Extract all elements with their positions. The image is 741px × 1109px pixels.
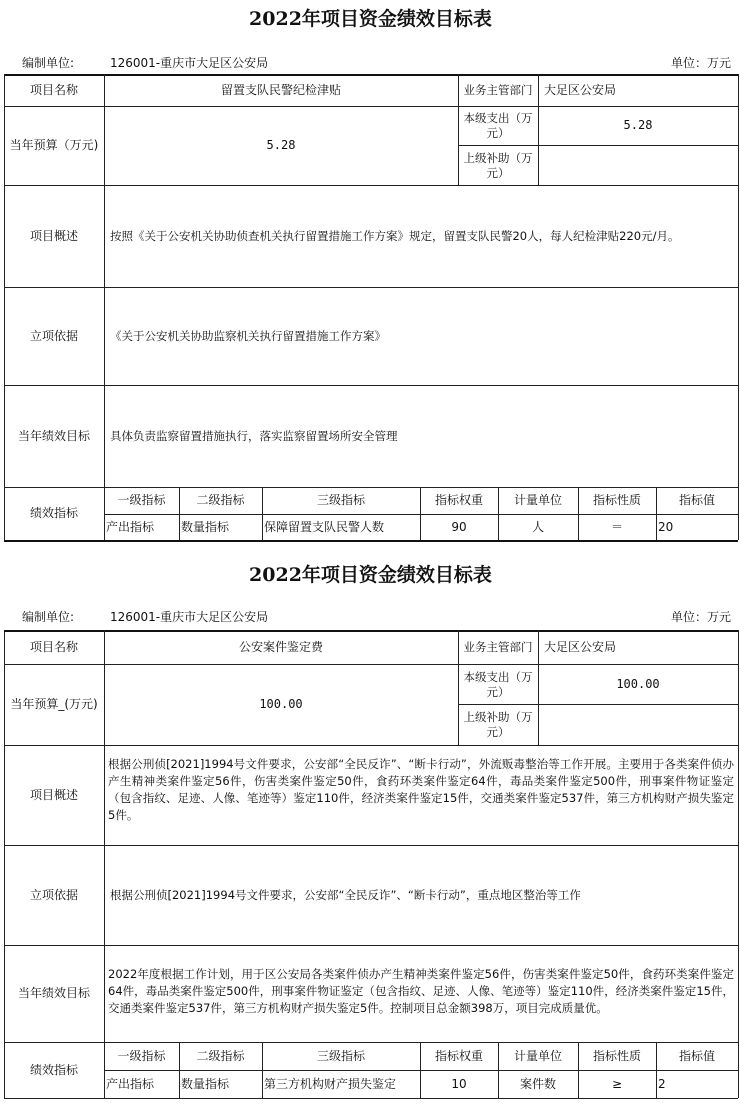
label-basis: 立项依据 xyxy=(29,887,78,902)
indicator-header: 三级指标 xyxy=(316,1048,365,1063)
value-overview: 按照《关于公安机关协助侦查机关执行留置措施工作方案》规定，留置支队民警20人，每人纪检津贴220元/月。 xyxy=(110,229,680,244)
indicator-cell: 数量指标 xyxy=(181,1076,230,1091)
money-unit: 单位：万元 xyxy=(670,610,731,624)
value-project-name: 留置支队民警纪检津贴 xyxy=(220,82,341,97)
indicator-cell: ≥ xyxy=(611,1076,623,1091)
value-overview: 根据公刑侦[2021]1994号文件要求，公安部“全民反诈”、“断卡行动”，外流贩毒整治等工作开展。主要用于各类案件侦办产生精神类案件鉴定56件，伤害类案件鉴定50件，食药环类案件鉴定64件，毒品类案件鉴定500件，刑事案件物证鉴定（包含指纹、足迹、人像、笔迹等）鉴定110件，经济类案件鉴定15件，交通类案件鉴定537件，第三方机构财产损失鉴定5件。 xyxy=(108,757,734,822)
label-budget: 当年预算（万元) xyxy=(9,138,99,153)
org-unit-label: 编制单位: xyxy=(22,610,75,624)
indicator-header: 指标值 xyxy=(678,1048,715,1063)
value-project-name: 公安案件鉴定费 xyxy=(238,639,323,654)
indicator-cell: 10 xyxy=(451,1076,467,1091)
label-indicators: 绩效指标 xyxy=(29,506,78,521)
value-supervisor: 大足区公安局 xyxy=(544,82,617,97)
org-unit-value: 126001-重庆市大足区公安局 xyxy=(110,610,269,624)
indicator-cell: 90 xyxy=(451,519,467,534)
value-local-expense: 100.00 xyxy=(616,676,660,691)
label-overview: 项目概述 xyxy=(29,787,78,802)
label-overview: 项目概述 xyxy=(29,228,78,243)
form-title: 2022年项目资金绩效目标表 xyxy=(249,564,492,586)
indicator-header: 指标值 xyxy=(678,493,715,508)
indicator-header: 三级指标 xyxy=(316,493,365,508)
indicator-header: 指标权重 xyxy=(434,493,483,508)
value-superior-subsidy xyxy=(538,705,738,745)
indicator-header: 指标性质 xyxy=(592,1048,641,1063)
value-basis: 根据公刑侦[2021]1994号文件要求，公安部“全民反诈”、“断卡行动”，重点地区整治等工作 xyxy=(110,888,581,903)
indicator-cell: 保障留置支队民警人数 xyxy=(264,519,385,534)
indicator-header: 计量单位 xyxy=(513,493,562,508)
value-superior-subsidy xyxy=(538,146,738,185)
indicator-cell: 产出指标 xyxy=(106,519,155,534)
label-supervisor: 业务主管部门 xyxy=(463,640,533,655)
label-superior-subsidy: 上级补助（万元） xyxy=(463,150,533,180)
indicator-cell: 案件数 xyxy=(519,1076,556,1091)
indicator-header: 一级指标 xyxy=(117,493,166,508)
indicator-cell: 第三方机构财产损失鉴定 xyxy=(264,1076,397,1091)
org-unit-value: 126001-重庆市大足区公安局 xyxy=(110,56,269,70)
label-basis: 立项依据 xyxy=(29,328,78,343)
indicator-header: 指标性质 xyxy=(592,493,641,508)
indicator-header: 一级指标 xyxy=(117,1048,166,1063)
indicator-cell: 20 xyxy=(658,519,674,534)
label-local-expense: 本级支出（万元） xyxy=(463,669,533,699)
label-project-name: 项目名称 xyxy=(29,639,78,654)
indicator-cell: 2 xyxy=(658,1076,666,1091)
value-local-expense: 5.28 xyxy=(623,118,653,133)
label-local-expense: 本级支出（万元） xyxy=(463,111,533,140)
indicator-cell: ＝ xyxy=(610,519,623,534)
indicator-cell: 数量指标 xyxy=(181,519,230,534)
money-unit: 单位：万元 xyxy=(670,56,731,70)
label-superior-subsidy: 上级补助（万元） xyxy=(463,710,533,739)
value-budget: 5.28 xyxy=(266,138,296,153)
indicator-cell: 人 xyxy=(531,519,544,534)
value-target: 2022年度根据工作计划，用于区公安局各类案件侦办产生精神类案件鉴定56件，伤害类案件鉴定50件，食药环类案件鉴定64件，毒品类案件鉴定500件，刑事案件物证鉴定（包含指纹、足迹、人像、笔迹等）鉴定110件，经济类案件鉴定15件，交通类案件鉴定537件，第三方机构财产损失鉴定5件。控制项目总金额398万，项目完成质量优。 xyxy=(108,967,734,1015)
label-target: 当年绩效目标 xyxy=(17,986,90,1001)
value-supervisor: 大足区公安局 xyxy=(544,639,617,654)
label-target: 当年绩效目标 xyxy=(17,428,90,443)
form-title: 2022年项目资金绩效目标表 xyxy=(249,8,492,30)
indicator-header: 二级指标 xyxy=(196,493,245,508)
indicator-cell: 产出指标 xyxy=(106,1076,155,1091)
indicator-header: 指标权重 xyxy=(434,1048,483,1063)
label-budget: 当年预算_(万元) xyxy=(10,697,98,712)
label-supervisor: 业务主管部门 xyxy=(463,83,533,98)
label-project-name: 项目名称 xyxy=(29,82,78,97)
value-basis: 《关于公安机关协助监察机关执行留置措施工作方案》 xyxy=(110,329,386,344)
org-unit-label: 编制单位: xyxy=(22,56,75,70)
indicator-header: 二级指标 xyxy=(196,1048,245,1063)
indicator-header: 计量单位 xyxy=(513,1048,562,1063)
value-budget: 100.00 xyxy=(259,697,303,712)
label-indicators: 绩效指标 xyxy=(29,1062,78,1077)
value-target: 具体负责监察留置措施执行，落实监察留置场所安全管理 xyxy=(110,429,398,444)
